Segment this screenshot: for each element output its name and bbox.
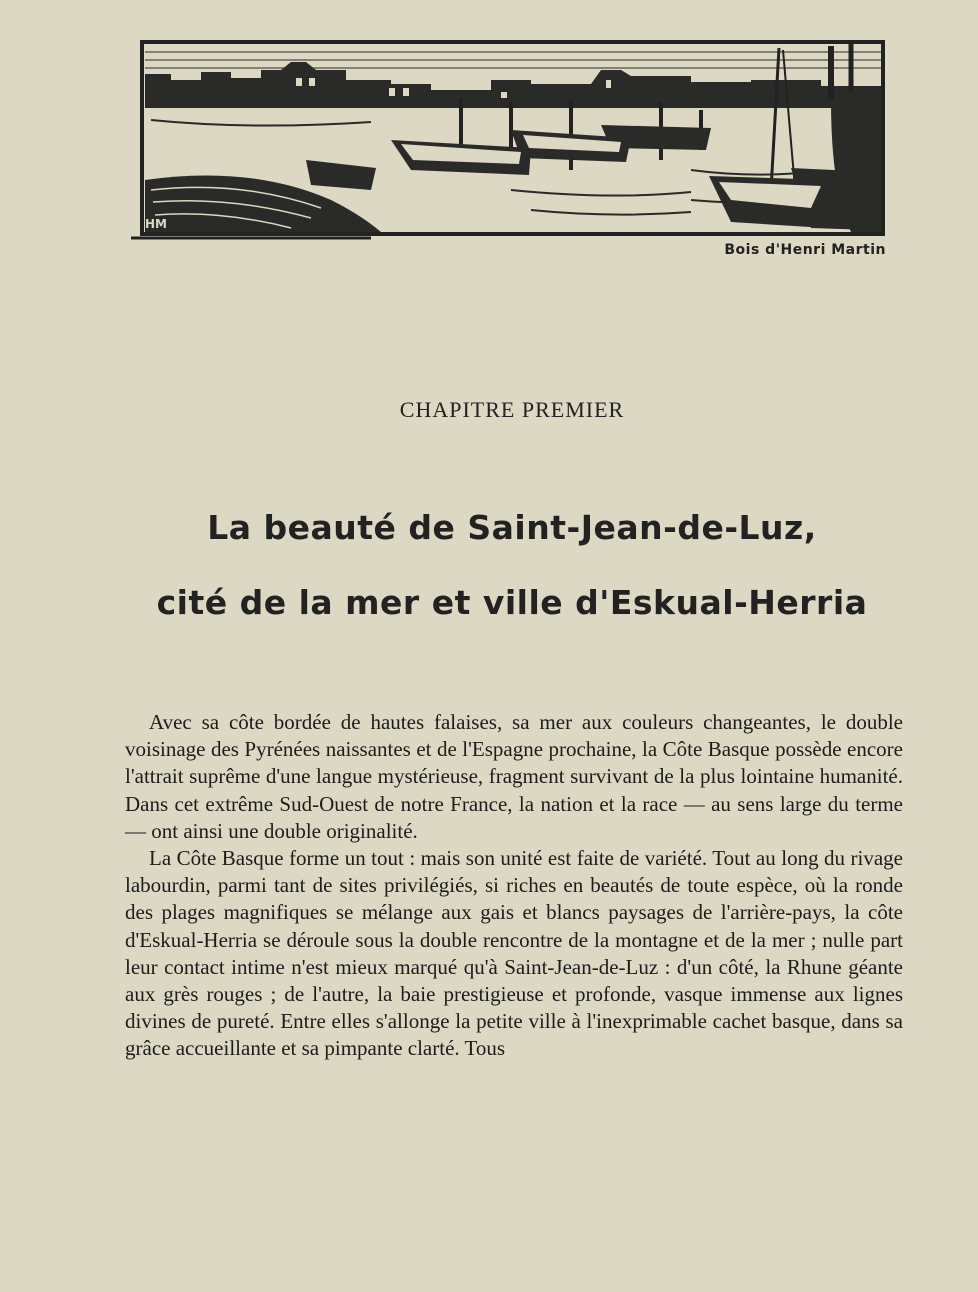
svg-text:HM: HM bbox=[145, 217, 167, 231]
illustration-caption: Bois d'Henri Martin bbox=[724, 242, 886, 258]
chapter-title-line-2: cité de la mer et ville d'Eskual-Herria bbox=[156, 583, 868, 622]
chapter-title-line-1: La beauté de Saint-Jean-de-Luz, bbox=[207, 508, 817, 547]
paragraph: La Côte Basque forme un tout : mais son unité est faite de variété. Tout au long du rivage labourdin, parmi tant de sites privilégiés, si riches en beautés de toute espèce, où la ronde des plages magnifiques se mélange aux gais et blancs paysages de l'arrière-pays, la côte d'Eskual-Herria se déroule sous la double rencontre de la montagne et de la mer ; nulle part leur contact intime n'est mieux marqué qu'à Saint-Jean-de-Luz : d'un côté, la Rhune géante aux grès rouges ; de l'autre, la baie prestigieuse et profonde, vasque immense aux lignes divines de pureté. Entre elles s'allonge la petite ville à l'inexprimable cachet basque, dans sa grâce accueillante et sa pimpante clarté. Tous bbox=[125, 846, 903, 1061]
chapter-label: CHAPITRE PREMIER bbox=[399, 397, 625, 422]
harbour-woodcut-illustration bbox=[131, 40, 886, 240]
woodcut-image bbox=[131, 40, 886, 240]
body-text bbox=[125, 709, 903, 1063]
paragraph: Avec sa côte bordée de hautes falaises, sa mer aux couleurs changeantes, le double voisinage des Pyrénées naissantes et de l'Espagne prochaine, la Côte Basque possède encore l'attrait suprême d'une langue mystérieuse, fragment survivant de la plus lointaine humanité. Dans cet extrême Sud-Ouest de notre France, la nation et la race — au sens large du terme — ont ainsi une double originalité. bbox=[125, 710, 903, 843]
